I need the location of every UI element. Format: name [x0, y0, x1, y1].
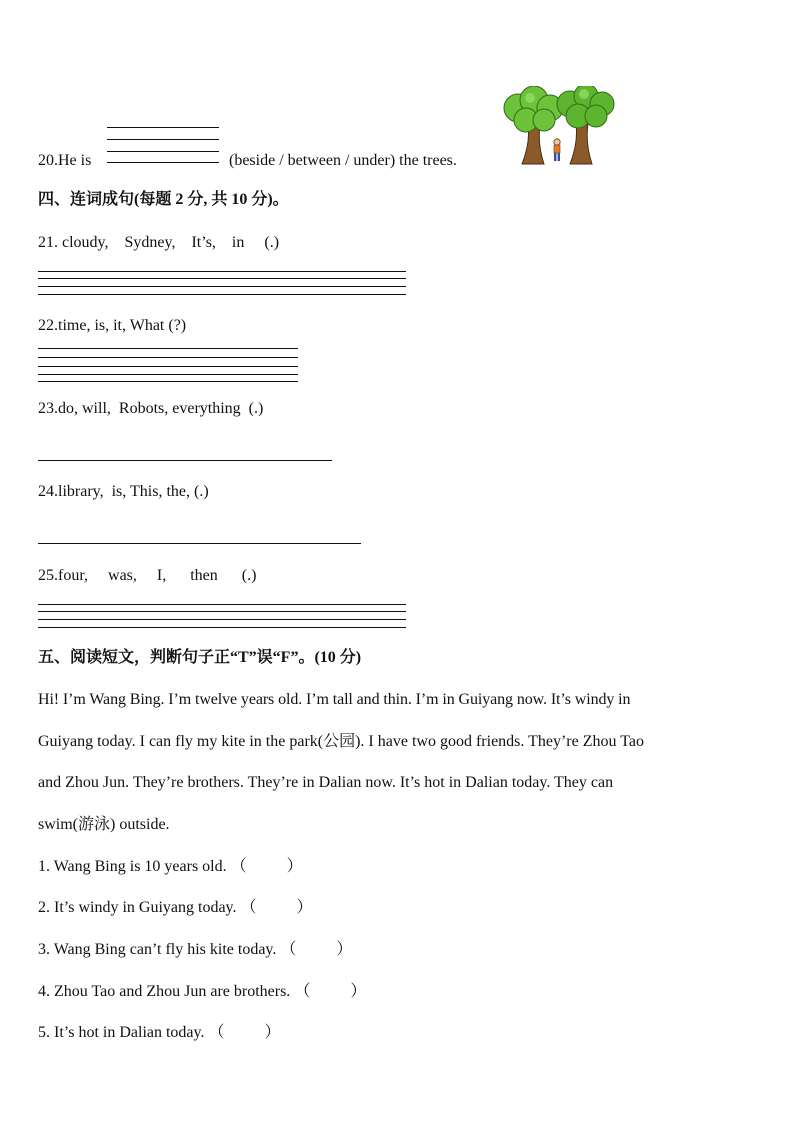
q23-text: .do, will, Robots, everything (.)	[54, 400, 264, 417]
tf-question-text: 3. Wang Bing can’t fly his kite today.	[38, 941, 277, 958]
q25-words	[38, 566, 256, 586]
q22-answer-line[interactable]	[38, 348, 298, 349]
tf-answer-bracket[interactable]: （ ）	[280, 941, 353, 958]
q21-answer-line[interactable]	[38, 271, 406, 272]
q21-answer-line[interactable]	[38, 278, 406, 279]
q25-answer-line[interactable]	[38, 604, 406, 605]
q24-words	[38, 482, 209, 502]
q20-answer-line[interactable]	[107, 127, 219, 128]
section4-title: 四、连词成句(每题 2 分, 共 10 分)。	[38, 191, 289, 208]
q22-answer-line[interactable]	[38, 357, 298, 358]
q23-answer-line[interactable]	[38, 460, 332, 461]
q25-text: .four, was, I, then (.)	[54, 567, 257, 584]
q24-answer-line[interactable]	[38, 543, 361, 544]
q21-number: 21	[38, 234, 54, 251]
tf-question-text: 5. It’s hot in Dalian today.	[38, 1024, 205, 1041]
tf-answer-bracket[interactable]: （ ）	[208, 1024, 281, 1041]
section5-title: 五、阅读短文，判断句子正“T”误“F”。(10 分)	[38, 649, 362, 666]
q22-words	[38, 316, 186, 336]
q20-answer-line[interactable]	[107, 139, 219, 140]
q21-answer-line[interactable]	[38, 286, 406, 287]
q22-answer-line[interactable]	[38, 366, 298, 367]
q24-number: 24	[38, 483, 54, 500]
q20-answer-line[interactable]	[107, 162, 219, 163]
q23-words	[38, 399, 263, 419]
tf-answer-bracket[interactable]: （ ）	[230, 858, 303, 875]
tf-question-5	[38, 1023, 281, 1043]
tf-question-text: 1. Wang Bing is 10 years old.	[38, 858, 227, 875]
q24-text: .library, is, This, the, (.)	[54, 483, 209, 500]
q20-options: (beside / between / under) the trees.	[229, 152, 457, 169]
tf-question-3	[38, 940, 352, 960]
tf-question-4	[38, 982, 366, 1002]
tf-answer-bracket[interactable]: （ ）	[294, 983, 367, 1000]
q25-number: 25	[38, 567, 54, 584]
tf-question-1	[38, 857, 303, 877]
q20-answer-line[interactable]	[107, 151, 219, 152]
q22-answer-line[interactable]	[38, 381, 298, 382]
q22-answer-line[interactable]	[38, 374, 298, 375]
passage-line: Hi! I’m Wang Bing. I’m twelve years old. I’m tall and thin. I’m in Guiyang now. It’s windy in	[38, 691, 631, 708]
q21-words	[38, 233, 279, 253]
tf-question-text: 4. Zhou Tao and Zhou Jun are brothers.	[38, 983, 291, 1000]
tf-question-text: 2. It’s windy in Guiyang today.	[38, 899, 237, 916]
q20-number: 20.	[38, 152, 58, 169]
q21-answer-line[interactable]	[38, 294, 406, 295]
q25-answer-line[interactable]	[38, 627, 406, 628]
passage-line: Guiyang today. I can fly my kite in the park(公园). I have two good friends. They’re Zhou Tao	[38, 733, 644, 750]
q22-number: 22	[38, 317, 54, 334]
two-trees-with-boy-icon	[500, 86, 616, 166]
q23-number: 23	[38, 400, 54, 417]
tf-answer-bracket[interactable]: （ ）	[240, 899, 313, 916]
q22-text: .time, is, it, What (?)	[54, 317, 187, 334]
q25-answer-line[interactable]	[38, 611, 406, 612]
q20-question	[38, 151, 91, 171]
q21-text: . cloudy, Sydney, It’s, in (.)	[54, 234, 280, 251]
tf-question-2	[38, 898, 313, 918]
q25-answer-line[interactable]	[38, 619, 406, 620]
passage-line: and Zhou Jun. They’re brothers. They’re in Dalian now. It’s hot in Dalian today. They can	[38, 774, 614, 791]
passage-line: swim(游泳) outside.	[38, 816, 170, 833]
q20-prefix: He is	[58, 152, 92, 169]
